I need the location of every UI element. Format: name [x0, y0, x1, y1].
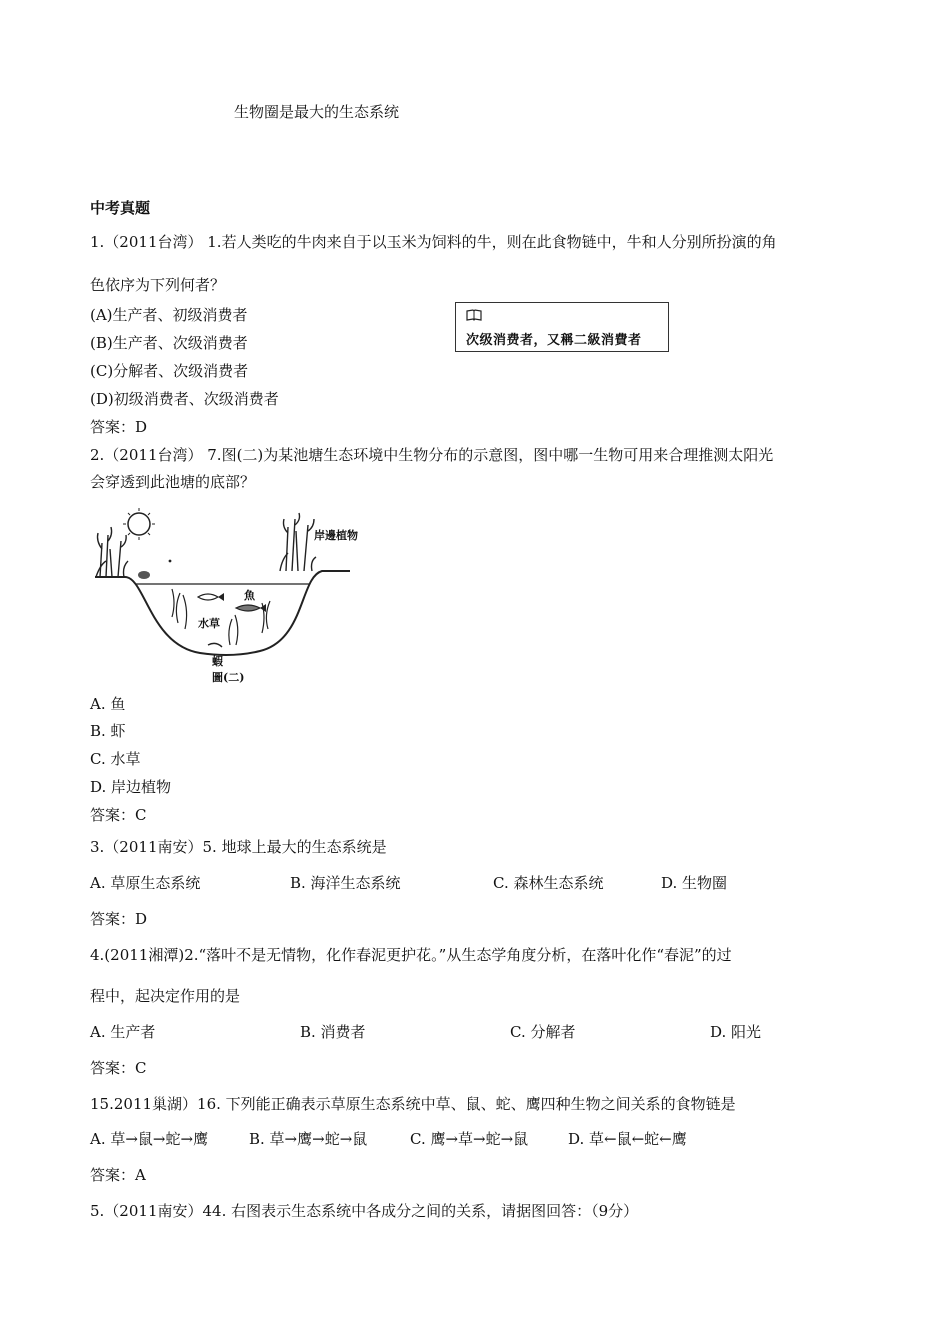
q1-note-box	[455, 302, 669, 352]
q4-stem-line2: 程中，起决定作用的是	[90, 987, 241, 1005]
q1-answer: 答案：D	[90, 418, 148, 436]
q2-option-b: B. 虾	[90, 722, 126, 740]
q3-option-a: A. 草原生态系统	[90, 874, 201, 892]
q3-answer: 答案：D	[90, 910, 148, 928]
q3-option-c: C. 森林生态系统	[493, 874, 604, 892]
q4-option-b: B. 消费者	[300, 1023, 366, 1041]
q2-stem-line1: 2.（2011台湾） 7.图(二)为某池塘生态环境中生物分布的示意图，图中哪一生物可用来合理推测太阳光	[90, 446, 774, 464]
pond-diagram	[90, 505, 370, 685]
label-water-grass: 水草	[198, 617, 220, 630]
pond-figure	[90, 505, 370, 685]
q1-option-b: (B)生产者、次级消费者	[90, 334, 248, 352]
q2-option-c: C. 水草	[90, 750, 141, 768]
q1-option-a: (A)生产者、初级消费者	[90, 306, 248, 324]
frog-icon	[138, 571, 150, 579]
q4-stem-line1: 4.(2011湘潭)2.“落叶不是无情物，化作春泥更护花。”从生态学角度分析，在落叶化作“春泥”的过	[90, 946, 732, 964]
section-heading: 中考真题	[90, 199, 151, 217]
q2-answer: 答案：C	[90, 806, 147, 824]
q2-option-d: D. 岸边植物	[90, 778, 172, 796]
right-shore-plants	[280, 513, 316, 571]
q15-option-d: D. 草←鼠←蛇←鹰	[568, 1130, 687, 1148]
left-shore-plants	[96, 527, 128, 577]
q1-stem-line1: 1.（2011台湾） 1.若人类吃的牛肉来自于以玉米为饲料的牛，则在此食物链中，牛和人分别所扮演的角	[90, 233, 777, 251]
book-icon	[466, 309, 482, 321]
figure-caption: 圖(二)	[212, 671, 245, 684]
shrimp-icon	[208, 643, 222, 647]
q1-option-d: (D)初级消费者、次级消费者	[90, 390, 279, 408]
q15-option-a: A. 草→鼠→蛇→鹰	[90, 1130, 209, 1148]
q1-option-c: (C)分解者、次级消费者	[90, 362, 249, 380]
q4-answer: 答案：C	[90, 1059, 147, 1077]
q4-option-d: D. 阳光	[710, 1023, 762, 1041]
q5-stem: 5.（2011南安）44. 右图表示生态系统中各成分之间的关系，请据图回答：（9分）	[90, 1202, 639, 1220]
fish-icon	[198, 593, 266, 612]
q2-option-a: A. 鱼	[90, 695, 126, 713]
page-title: 生物圈是最大的生态系统	[234, 103, 400, 121]
q15-option-c: C. 鹰→草→蛇→鼠	[410, 1130, 529, 1148]
q15-answer: 答案：A	[90, 1166, 146, 1184]
sun-icon	[123, 508, 155, 540]
q3-option-d: D. 生物圈	[661, 874, 728, 892]
q3-option-b: B. 海洋生态系统	[290, 874, 401, 892]
label-shore-plants: 岸邊植物	[314, 529, 358, 542]
insect-icon	[169, 560, 172, 563]
q4-option-c: C. 分解者	[510, 1023, 576, 1041]
q2-stem-line2: 会穿透到此池塘的底部？	[90, 473, 256, 491]
q1-note-text: 次级消费者，又稱二級消費者	[466, 333, 642, 348]
q4-option-a: A. 生产者	[90, 1023, 156, 1041]
label-fish: 魚	[244, 589, 255, 602]
q15-stem: 15.2011巢湖）16. 下列能正确表示草原生态系统中草、鼠、蛇、鹰四种生物之间关系的食物链是	[90, 1095, 736, 1113]
q3-stem: 3.（2011南安）5. 地球上最大的生态系统是	[90, 838, 387, 856]
q1-stem-line2: 色依序为下列何者？	[90, 276, 226, 294]
label-shrimp: 蝦	[212, 655, 223, 668]
q15-option-b: B. 草→鹰→蛇→鼠	[249, 1130, 368, 1148]
